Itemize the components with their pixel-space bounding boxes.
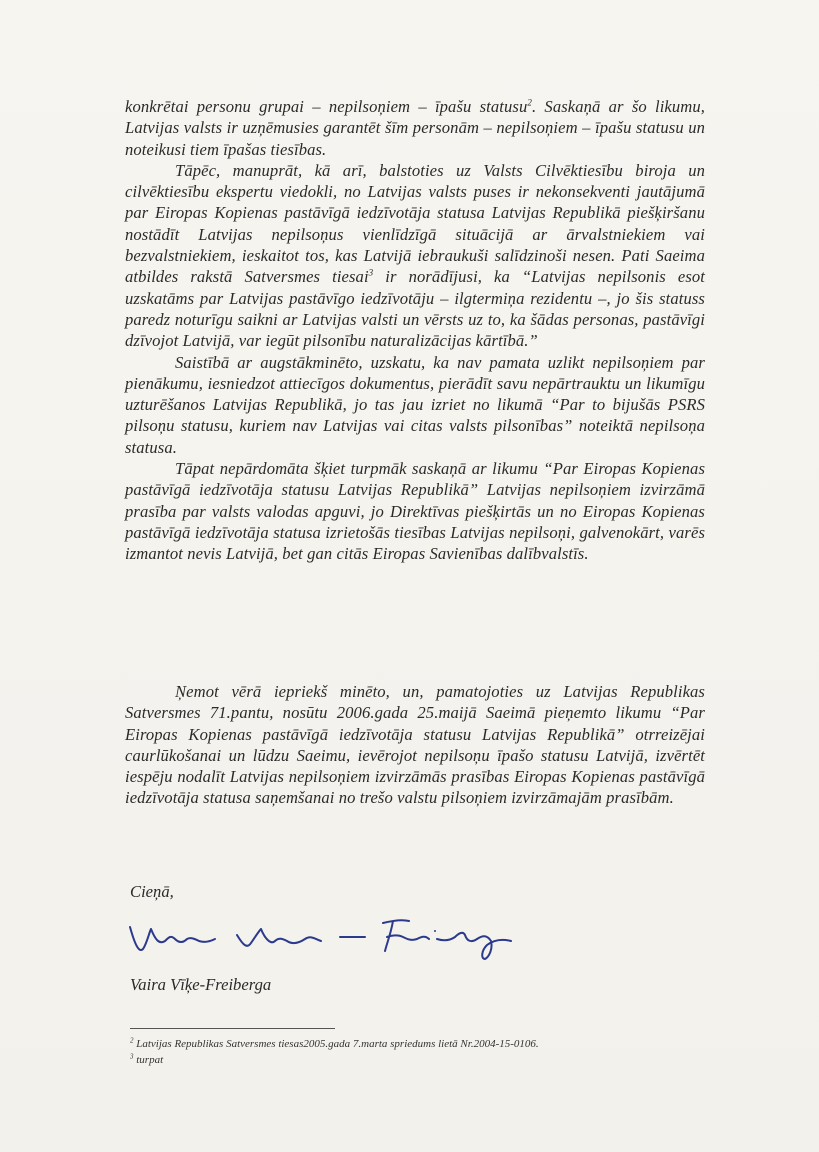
- letter-body-upper: [125, 96, 705, 565]
- paragraph-1-text-b: . Saskaņā ar šo likumu, Latvijas valsts ir uzņēmusies garantēt šīm personām – nepilsoņiem – īpašu statusu un noteikusi tiem īpašas tiesības.: [125, 97, 705, 159]
- footnote-3: [130, 1052, 539, 1068]
- paragraph-1: [125, 96, 705, 160]
- footnote-ref-3: 3: [368, 267, 374, 278]
- paragraph-4: Tāpat nepārdomāta šķiet turpmāk saskaņā ar likumu “Par Eiropas Kopienas pastāvīgā iedzīvotāja statusu Latvijas Republikā” Latvijas nepilsoņiem izvirzāmā prasība par valsts valodas apguvi, jo Direktīvas piešķirtās un no Eiropas Kopienas pastāvīgā iedzīvotāja statusa izrietošās tiesības Latvijas nepilsoņi, galvenokārt, varēs izmantot nevis Latvijā, bet gan citās Eiropas Savienības dalībvalstīs.: [125, 459, 705, 564]
- footnote-2: [130, 1036, 539, 1052]
- paragraph-2-text-b: ir norādījusi, ka “Latvijas nepilsonis esot uzskatāms par Latvijas pastāvīgo iedzīvotāju – ilgtermiņa rezidentu –, jo šis statuss paredz noturīgu saikni ar Latvijas valsti un vērsts uz to, ka šādas personas, pastāvīgi dzīvojot Latvijā, var iegūt pilsonību naturalizācijas kārtībā.”: [125, 267, 705, 351]
- letter-body-conclusion: [125, 681, 705, 809]
- footnotes: [130, 1036, 539, 1068]
- handwritten-signature: [125, 905, 525, 965]
- footnote-mark: 3: [130, 1052, 134, 1061]
- paragraph-1-text-a: konkrētai personu grupai – nepilsoņiem – īpašu statusu: [125, 97, 528, 116]
- footnote-mark: 2: [130, 1036, 134, 1045]
- paragraph-2: [125, 160, 705, 352]
- signatory-name: Vaira Vīķe-Freiberga: [130, 975, 272, 994]
- footnote-text: turpat: [136, 1054, 164, 1066]
- paragraph-3: Saistībā ar augstākminēto, uzskatu, ka nav pamata uzlikt nepilsoņiem par pienākumu, iesniedzot attiecīgos dokumentus, pierādīt savu nepārtrauktu un likumīgu uzturēšanos Latvijas Republikā, jo tas jau izriet no likumā “Par to bijušās PSRS pilsoņu statusu, kuriem nav Latvijas vai citas valsts pilsonības” noteiktā nepilsoņa statusa.: [125, 352, 705, 457]
- footnote-ref-2: 2: [527, 97, 532, 108]
- paragraph-2-text-a: Tāpēc, manuprāt, kā arī, balstoties uz Valsts Cilvēktiesību biroja un cilvēktiesību ekspertu viedokli, no Latvijas valsts puses ir nekonsekventi jautājumā par Eiropas Kopienas pastāvīgā iedzīvotāja statusa Latvijas Republikā piešķiršanu nostādīt Latvijas nepilsoņus vienlīdzīgā situācijā ar ārvalstniekiem vai bezvalstniekiem, ieskaitot tos, kas Latvijā iebraukuši salīdzinoši nesen. Pati Saeima atbildes rakstā Satversmes tiesai: [125, 160, 705, 287]
- footnote-text: Latvijas Republikas Satversmes tiesas2005.gada 7.marta spriedums lietā Nr.2004-15-0106.: [136, 1038, 539, 1050]
- paragraph-5: Ņemot vērā iepriekš minēto, un, pamatojoties uz Latvijas Republikas Satversmes 71.pantu, nosūtu 2006.gada 25.maijā Saeimā pieņemto likumu “Par Eiropas Kopienas pastāvīgā iedzīvotāja statusu Latvijas Republikā” otrreizējai caurlūkošanai un lūdzu Saeimu, ievērojot nepilsoņu īpašo statusu Latvijā, izvērtēt iespēju nodalīt Latvijas nepilsoņiem izvirzāmās prasības Eiropas Kopienas pastāvīgā iedzīvotāja statusa saņemšanai no trešo valstu pilsoņiem izvirzāmajām prasībām.: [125, 682, 705, 808]
- closing-salutation: Cieņā,: [130, 882, 174, 901]
- footnote-divider: [130, 1028, 335, 1029]
